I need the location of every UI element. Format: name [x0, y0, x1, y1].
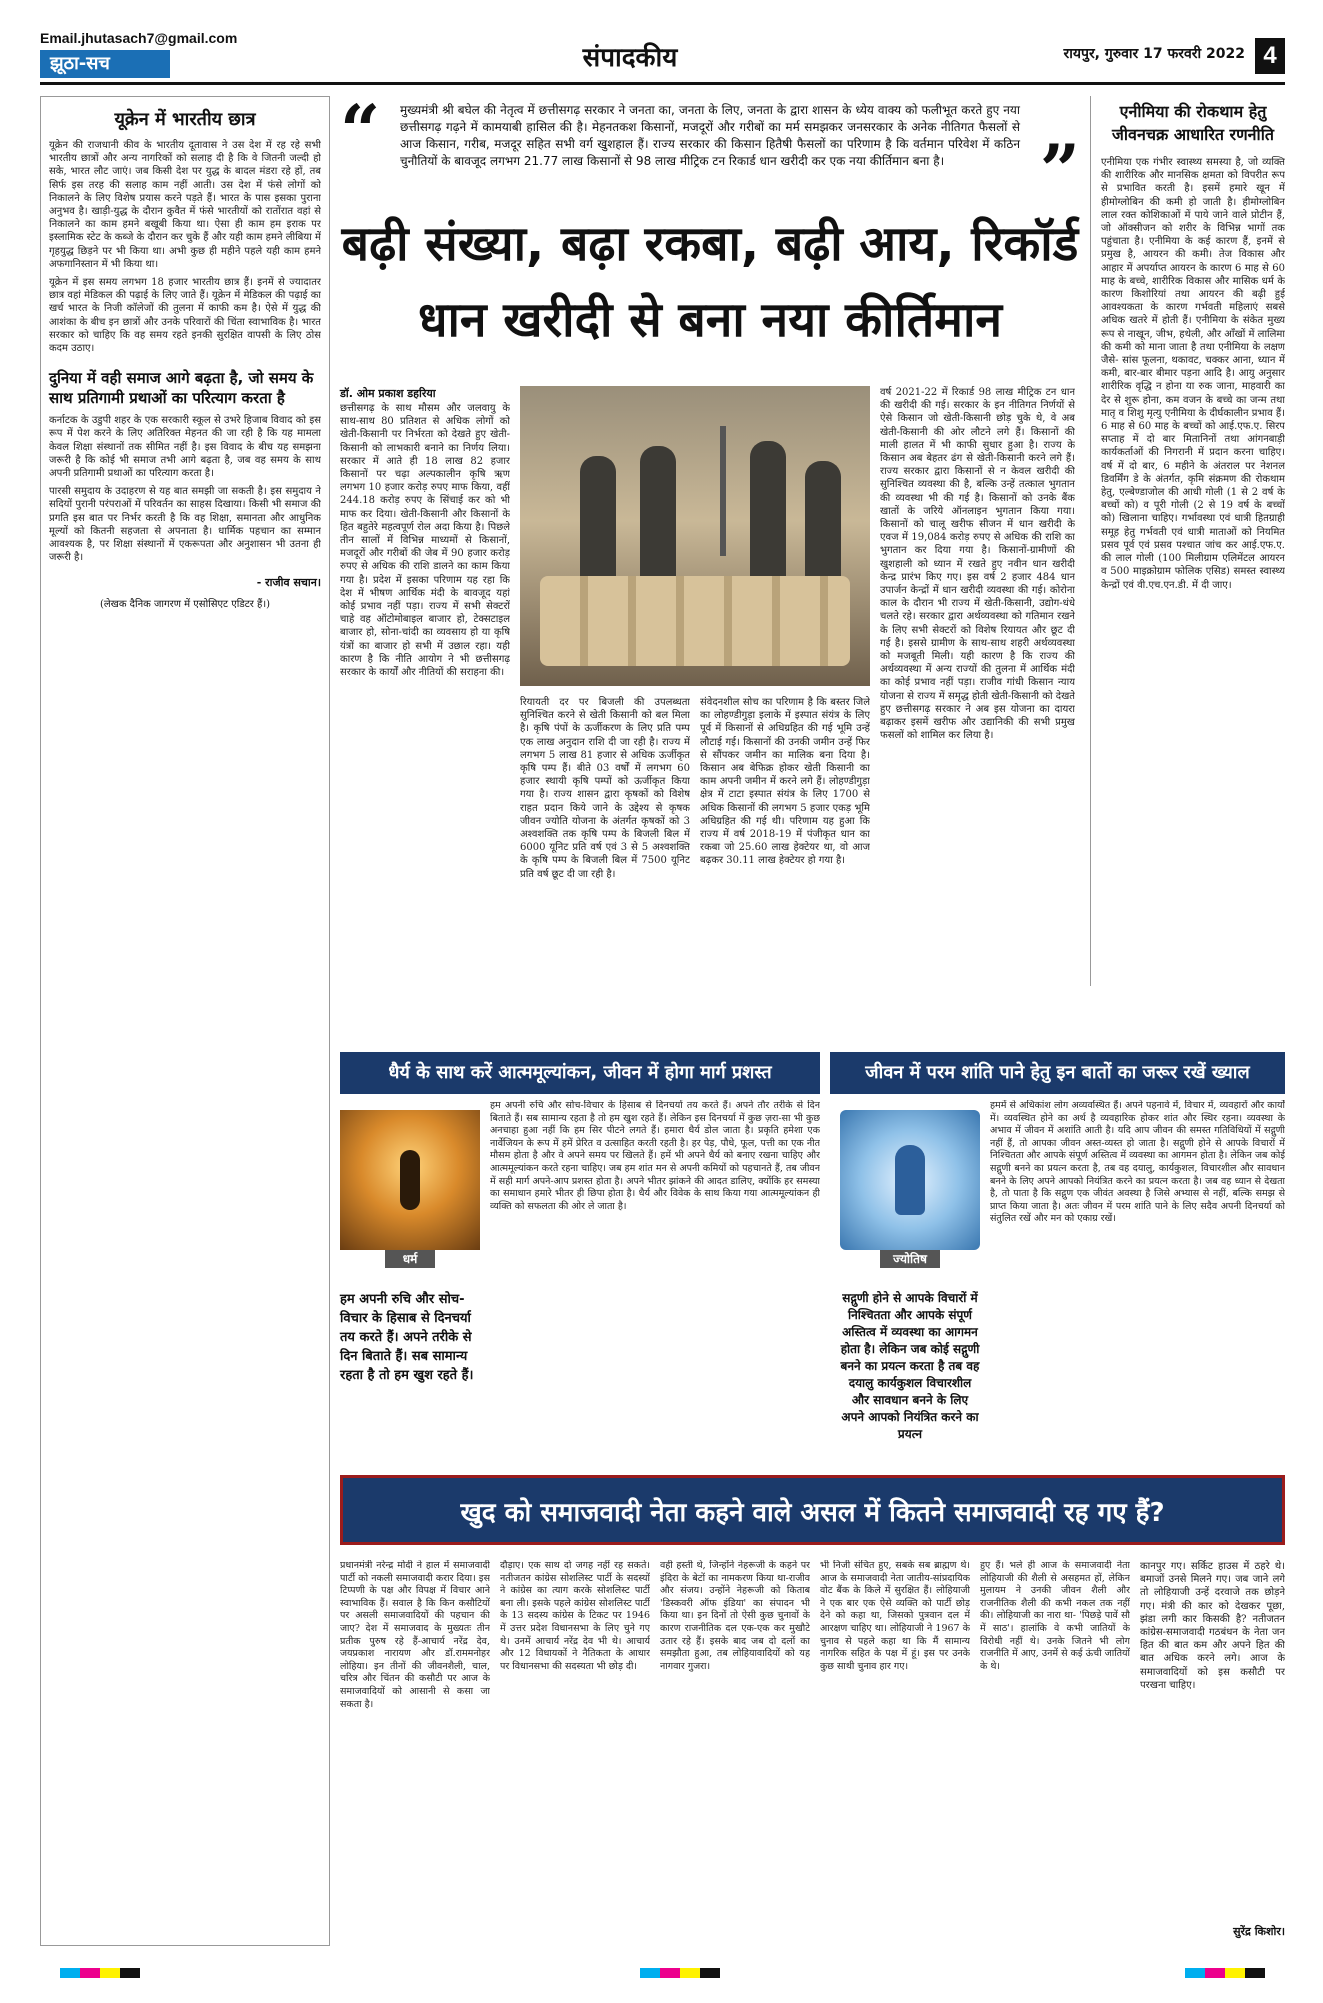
jyotish-banner: जीवन में परम शांति पाने हेतु इन बातों का जरूर रखें ख्याल: [830, 1052, 1285, 1094]
left-column: [40, 96, 330, 1946]
page-number: 4: [1255, 38, 1285, 74]
lead-headline-line-1: बढ़ी संख्या, बढ़ा रकबा, बढ़ी आय, रिकॉर्ड: [341, 216, 1079, 272]
samajwad-author: सुरेंद्र किशोर।: [1233, 1925, 1285, 1938]
issue-date: रायपुर, गुरुवार 17 फरवरी 2022: [1063, 46, 1245, 62]
samajwad-column-6-wrap: [1140, 1560, 1285, 1950]
open-quote-icon: “: [340, 89, 381, 172]
dharma-pullquote: हम अपनी रुचि और सोच-विचार के हिसाब से दिनचर्या तय करते हैं। अपने तरीके से दिन बिताते हैं। सब सामान्य रहता है तो हम खुश रहते हैं।: [340, 1292, 474, 1383]
lead-column-2: रियायती दर पर बिजली की उपलब्धता सुनिश्चित करने से खेती किसानी को बल मिला है। कृषि पंपों के ऊर्जीकरण के लिए प्रति पम्प एक लाख अनुदान राशि दी जा रही है। राज्य में लगभग 5 लाख 81 हजार से अधिक ऊर्जीकृत कृषि पम्प हैं। बीते 03 वर्षों में लगभग 60 हजार स्थायी कृषि पम्पों को ऊर्जीकृत किया गया है। राज्य शासन द्वारा कृषकों को विशेष राहत प्रदान किये जाने के उद्देश्य से कृषक जीवन ज्योति योजना के अंतर्गत कृषकों को 3 अश्वशक्ति तक कृषि पम्प के बिजली बिल में 6000 यूनिट प्रति वर्ष एवं 3 से 5 अश्वशक्ति के कृषि पम्प के बिजली बिल में 7500 यूनिट प्रति वर्ष छूट दी जा रही है।: [520, 697, 690, 880]
paddy-sacks: [540, 576, 850, 666]
lead-byline: डॉ. ओम प्रकाश डहरिया: [340, 387, 436, 400]
lead-headline-line-2: धान खरीदी से बना नया कीर्तिमान: [417, 292, 1003, 348]
email-address[interactable]: Email.jhutasach7@gmail.com: [40, 30, 238, 46]
samajwad-column-3: वही हस्ती थे, जिन्होंने नेहरूजी के कहने पर इंदिरा के बेटों का नामकरण किया था-राजीव और संजय। उन्होंने नेहरूजी को किताब 'डिस्कवरी ऑफ इंडिया' का संपादन भी किया था। इन दिनों तो ऐसी कुछ चुनावों के कारण राजनीतिक दल एक-एक कर मुखौटे उतार रहे हैं। इसके बाद जब दो दलों का समझौता हुआ, तब लोहियावादियों को यह नागवार गुजरा।: [660, 1560, 810, 1672]
dharma-article: हम अपनी रुचि और सोच-विचार के हिसाब से दिनचर्या तय करते हैं। अपने तौर तरीके से दिन बिताते हैं। सब सामान्य रहता है तो हम खुश रहते हैं। लेकिन इस दिनचर्या में कुछ ज़रा-सा भी कुछ अनचाहा हुआ नहीं कि हम सिर पीटने लगते हैं। हमारा धैर्य डोल जाता है। प्रकृति हमेशा एक नार्वेजियन के रूप में हमें प्रेरित व उत्साहित करती रहती है। हर पेड़, पौधे, फूल, पत्ती का एक नीत मौसम होता है और वे अपने समय पर खिलते हैं। हमें भी अपने धैर्य को बनाए रखना चाहिए और आत्ममूल्यांकन करते रहना चाहिए। जब हम शांत मन से अपनी कमियों को पहचानते हैं, तब जीवन में सही मार्ग अपने-आप प्रशस्त होता है। अपने भीतर झांकने की आदत डालिए, क्योंकि हर समस्या का समाधान हमारे भीतर ही छिपा होता है। धैर्य और विवेक के साथ किया गया आत्ममूल्यांकन ही व्यक्ति को सफलता की ओर ले जाता है।: [490, 1100, 820, 1212]
samajwad-column-4: भी निजी संचित हुए, सबके सब ब्राह्मण थे। आज के समाजवादी नेता जातीय-सांप्रदायिक वोट बैंक के किले में सुरक्षित हैं। लोहियाजी ने एक बार एक ऐसे व्यक्ति को पार्टी छोड़ देने को कहा था, जिसको पुत्रवान दल में आरक्षण चाहिए था। लोहियाजी ने 1967 के चुनाव से पहले कहा था कि मैं सामान्य नागरिक सहित के पक्ष में हूं। इस पर उनके कुछ साथी चुनाव हार गए।: [820, 1560, 970, 1672]
ukraine-headline: यूक्रेन में भारतीय छात्र: [114, 109, 256, 130]
dharma-tag: धर्म: [385, 1250, 435, 1268]
brand-logo: झूठा-सच: [40, 50, 170, 78]
jyotish-article: हममें से अधिकांश लोग अव्यवस्थित हैं। अपने पहनावे में, विचार में, व्यवहारों और कार्यों में। व्यवस्थित होने का अर्थ है व्यवहारिक होकर शांत और स्थिर रहना। व्यवस्था के अभाव में जीवन में अशांति आती है। यदि आप जीवन की समस्त गतिविधियों में सद्गुणी नहीं हैं, तो आपका जीवन अस्त-व्यस्त हो जाता है। सद्गुणी होने से आपके विचारों में निश्चितता और आपके संपूर्ण अस्तित्व में व्यवस्था का आगमन होता है। लेकिन जब कोई सद्गुणी बनने का प्रयत्न करता है, तब वह दयालु, कार्यकुशल, विचारशील और सावधान बनने के लिए अपने आपको नियंत्रित करने का प्रयत्न करता है। जब वह ध्यान से देखता है, तो पाता है कि सद्गुण एक जीवंत अवस्था है जिसे अभ्यास से नहीं, बल्कि समझ से प्राप्त किया जाता है। अतः जीवन में परम शांति पाने के लिए सदैव अपनी दिनचर्या को संतुलित रखें और मन को एकाग्र रखें।: [990, 1100, 1285, 1225]
samajwad-banner: खुद को समाजवादी नेता कहने वाले असल में कितने समाजवादी रह गए हैं?: [340, 1475, 1285, 1545]
color-bar: [640, 1968, 720, 1978]
society-author-note: (लेखक दैनिक जागरण में एसोसिएट एडिटर हैं।): [99, 599, 271, 611]
pull-quote: [340, 89, 1080, 212]
samajwad-column-6: कानपुर गए। सर्किट हाउस में ठहरे थे। बमाजों उनसे मिलने गए। जब जाने लगे तो लोहियाजी उन्हें दरवाजे तक छोड़ने गए। मंत्री की कार को देखकर पूछा, झंडा लगी कार किसकी है? नतीजतन कांग्रेस-समाजवादी गठबंधन के नेता जन हित की बात कम और अपने हित की बात अधिक करने लगे। आज के समाजवादियों को इस कसौटी पर परखना चाहिए।: [1140, 1561, 1285, 1691]
samajwad-column-1: प्रधानमंत्री नरेन्द्र मोदी ने हाल में समाजवादी पार्टी को नकली समाजवादी करार दिया। इस टिप्पणी के पक्ष और विपक्ष में विचार आने स्वाभाविक हैं। सवाल है कि किन कसौटियों पर असली समाजवादियों की पहचान की जाए? देश में समाजवाद के मुख्यतः तीन प्रतीक पुरुष रहे हैं-आचार्य नरेंद्र देव, जयप्रकाश नारायण और डॉ.राममनोहर लोहिया। इन तीनों की जीवनशैली, चाल, चरित्र और चिंतन की कसौटी पर आज के समाजवादियों को आसानी से कसा जा सकता है।: [340, 1560, 490, 1710]
lead-column-1: छत्तीसगढ़ के साथ मौसम और जलवायु के साथ-साथ 80 प्रतिशत से अधिक लोगों को खेती-किसानी पर निर्भरता को देखते हुए खेती-किसानी को लाभकारी बनाने का निर्णय लिया। सरकार में आते ही 18 लाख 82 हजार किसानों पर चढ़ा अल्पकालीन कृषि ऋण लगभग 10 हजार करोड़ रुपए माफ किया, वहीं 244.18 करोड़ रुपए के सिंचाई कर को भी माफ कर दिया। खेती-किसानी और किसानों के हित बहुतेरे महत्वपूर्ण रोल अदा किया है। पिछले तीन सालों में विभिन्न माध्यमों से किसानों, मजदूरों और गरीबों की जेब में 90 हजार करोड़ रुपए से अधिक की राशि डालने का काम किया गया है। प्रदेश में इसका परिणाम यह रहा कि देश में भीषण आर्थिक मंदी के बावजूद यहां कोई प्रभाव नहीं पड़ा। राज्य में सभी सेक्टरों चाहे वह ऑटोमोबाइल बाजार हो, टेक्सटाइल बाजार हो, सोना-चांदी का व्यवसाय हो या कृषि यंत्रों का बाजार हो सभी में उछाल रहा। यही कारण है कि नीति आयोग ने भी छत्तीसगढ़ सरकार के कार्यों और नीतियों की सराहना की।: [340, 403, 510, 679]
society-author: - राजीव सचान।: [256, 576, 321, 590]
society-paragraph-2: पारसी समुदाय के उदाहरण से यह बात समझी जा सकती है। इस समुदाय ने सदियों पुरानी परंपराओं में परिवर्तन का साहस दिखाया। किसी भी समाज की प्रगति इस बात पर निर्भर करती है कि वह शिक्षा, समानता और आधुनिक मूल्यों को कितनी सहजता से अपनाता है। धार्मिक पहचान का सम्मान आवश्यक है, पर शिक्षा संस्थानों में एकरूपता और अनुशासन भी उतना ही जरूरी है।: [49, 486, 321, 564]
lead-headline: [340, 206, 1080, 358]
masthead: [40, 30, 1285, 86]
dharma-banner: धैर्य के साथ करें आत्ममूल्यांकन, जीवन में होगा मार्ग प्रशस्त: [340, 1052, 820, 1094]
society-paragraph-1: कर्नाटक के उडुपी शहर के एक सरकारी स्कूल से उभरे हिजाब विवाद को इस रूप में पेश करने के लिए अतिरिक्त मेहनत की जा रही है कि यह मामला केवल शिक्षा संस्थानों तक सीमित नहीं है। इस विवाद के बीच यह समझना जरूरी है कि कोई भी समाज तभी आगे बढ़ता है, जब वह समय के साथ अपनी प्रतिगामी प्रथाओं का परित्याग करता है।: [49, 415, 321, 480]
meditation-silhouette-image: [340, 1110, 480, 1250]
jyotish-tag: ज्योतिष: [880, 1250, 940, 1268]
color-bar: [1185, 1968, 1265, 1978]
samajwad-column-5: हुए हैं। भले ही आज के समाजवादी नेता लोहियाजी की शैली से असहमत हों, लेकिन मुलायम ने उनकी जीवन शैली और राजनीतिक शैली की कभी नकल तक नहीं की। लोहियाजी का नारा था- 'पिछड़े पावें सौ में साठ'। हालांकि वे कभी जातियों के विरोधी नहीं थे। उनके जितने भी लोग राजनीति में आए, उनमें से कई ऊंची जातियों के थे।: [980, 1560, 1130, 1672]
paddy-procurement-photo: [520, 386, 870, 686]
person-silhouette-icon: [400, 1150, 420, 1210]
ukraine-paragraph-1: यूक्रेन की राजधानी कीव के भारतीय दूतावास ने उस देश में रह रहे सभी भारतीय छात्रों और अन्य नागरिकों को सलाह दी है कि वे जितनी जल्दी हो सके, भारत लौट जाएं। जब किसी देश पर युद्ध के बादल मंडरा रहे हों, तब सिर्फ इस तरह की सलाह काम नहीं आती। उस देश में फंसे लोगों को निकालने के लिए विशेष प्रयास करने पड़ते हैं। भारत के पास इसका पुराना अनुभव है। खाड़ी-युद्ध के दौरान कुवैत में फंसे भारतीयों को रातोंरात वहां से निकालने का काम हमने बखूबी किया था। ऐसा ही काम हम इराक पर इस्लामिक स्टेट के कब्जे के दौरान कर चुके हैं और यही काम हमने लीबिया में गृहयुद्ध छिड़ने पर भी किया था। अभी कुछ ही महीने पहले यही काम हमने अफगानिस्तान में भी किया था।: [49, 140, 321, 270]
anemia-article: एनीमिया एक गंभीर स्वास्थ्य समस्या है, जो व्यक्ति की शारीरिक और मानसिक क्षमता को विपरीत रूप से प्रभावित करती है। इसमें हमारे खून में हीमोग्लोबिन की कमी हो जाती है। हीमोग्लोबिन लाल रक्त कोशिकाओं में पाये जाने वाले प्रोटीन हैं, जो ऑक्सीजन को शरीर के विभिन्न भागों तक पहुंचाता है। एनीमिया के कई कारण हैं, इनमें से प्रमुख है, आयरन की कमी। तेज विकास और आहार में अपर्याप्त आयरन के कारण 6 माह से 60 माह के बच्चे, शारीरिक विकास और मासिक धर्म के कारण किशोरियां तथा आयरन की बढ़ी हुई आवश्यकता के कारण गर्भवती महिलाएं सबसे अधिक खतरे में होती हैं। एनीमिया के संकेत मुख्य रूप से नाखून, जीभ, हथेली, और आँखों में लालिमा की कमी को माना जाता है तथा एनीमिया के लक्षण जैसे- सांस फूलना, थकावट, चक्कर आना, ध्यान में कमी, बार-बार बीमार पड़ना आदि है। आयु अनुसार शारीरिक वृद्धि न होना या रुक जाना, माहवारी का देर से शुरू होना, कम वजन के बच्चे का जन्म तथा मातृ व शिशु मृत्यु एनीमिया के दीर्घकालीन प्रभाव हैं। 6 माह से 60 माह के बच्चों को आई.एफ.ए. सिरप सप्ताह में दो बार मितानिनों तथा आंगनबाड़ी कार्यकर्ताओं की निगरानी में प्रदान करना चाहिए। वर्ष में दो बार, 6 महीने के अंतराल पर नेशनल डिवर्मिंग डे के अंतर्गत, कृमि संक्रमण की रोकथाम हेतु, एल्बेण्डाजोल की आधी गोली (1 से 2 वर्ष के बच्चों को) व पूरी गोली (2 से 19 वर्ष के बच्चों को) खिलाना चाहिए। गर्भावस्था एवं धात्री हितग्राही समूह हेतु गर्भवती एवं धात्री माताओं को नियमित प्रसव पूर्व एवं प्रसव पश्चात जांच कर आई.एफ.ए. की लाल गोली (100 मिलीग्राम एलिमेंटल आयरन व 500 माइक्रोग्राम फोलिक एसिड) समस्त स्वास्थ्य केन्द्रों एवं वी.एच.एन.डी. में दी जाए।: [1101, 157, 1285, 591]
print-registration-marks: [40, 1968, 1285, 1980]
close-quote-icon: ”: [1039, 129, 1080, 212]
pull-quote-text: मुख्यमंत्री श्री बघेल की नेतृत्व में छत्तीसगढ़ सरकार ने जनता का, जनता के लिए, जनता के द्वारा शासन के ध्येय वाक्य को फलीभूत करते हुए नया छत्तीसगढ़ गढ़ने में कामयाबी हासिल की है। मेहनतकश किसानों, मजदूरों और गरीबों का मर्म समझकर जनसरकार के अनेक नीतिगत फैसलों से आज किसान, गरीब, मजदूर सहित सभी वर्ग खुशहाल हैं। राज्य सरकार की किसान हितैषी फैसलों का परिणाम है कि वर्तमान परिवेश में कठिन चुनौतियों के बावजूद लगभग 21.77 लाख किसानों से 98 लाख मीट्रिक टन रिकार्ड धान खरीदी कर एक नया कीर्तिमान बना है।: [400, 103, 1020, 168]
anemia-headline: एनीमिया की रोकथाम हेतु जीवनचक्र आधारित रणनीति: [1112, 102, 1274, 144]
lead-column-4: वर्ष 2021-22 में रिकार्ड 98 लाख मीट्रिक टन धान की खरीदी की गई। सरकार के इन नीतिगत निर्णयों से ऐसे किसान जो खेती-किसानी छोड़ चुके थे, वे अब खेती-किसानी की ओर लौटने लगे हैं। किसानों की माली हालत में भी काफी सुधार हुआ है। राज्य के किसान अब बेहतर ढंग से खेती-किसानी करने लगे हैं। राज्य सरकार द्वारा किसानों से न केवल खरीदी की सुनिश्चित व्यवस्था की है, बल्कि उन्हें तत्काल भुगतान की व्यवस्था भी की गई है। किसानों को उनके बैंक खातों के जरिये ऑनलाइन भुगतान किया गया। किसानों को चालू खरीफ सीजन में धान खरीदी के एवज में 19,084 करोड़ रुपए से अधिक की राशि का भुगतान कर दिया गया है। किसानों-ग्रामीणों की खुशहाली को ध्यान में रखते हुए नवीन धान खरीदी केन्द्र प्रारंभ किए गए। इस वर्ष 2 हजार 484 धान उपार्जन केन्द्रों में धान खरीदी व्यवस्था की गई। कोरोना काल के दौरान भी राज्य में खेती-किसानी, उद्योग-धंधे चलते रहे। सरकार द्वारा अर्थव्यवस्था को गतिमान रखने के लिए सभी सेक्टरों को विशेष रियायत और छूट दी गई है। इससे ग्रामीण के साथ-साथ शहरी अर्थव्यवस्था को मजबूती मिली। यही कारण है कि राज्य की अर्थव्यवस्था में अन्य राज्यों की तुलना में आर्थिक मंदी का कोई प्रभाव नहीं पड़ा। राजीव गांधी किसान न्याय योजना से राज्य में समृद्ध होती खेती-किसानी को देखते हुए छत्तीसगढ़ सरकार ने अब इस योजना का दायरा बढ़ाकर इसमें खरीफ और उद्यानिकी की सभी प्रमुख फसलों को शामिल कर लिया है।: [880, 387, 1075, 742]
society-article: [49, 414, 321, 569]
masthead-rule: [40, 82, 1285, 85]
samajwad-column-2: दौड़ाए। एक साथ दो जगह नहीं रह सकते। नतीजतन कांग्रेस सोशलिस्ट पार्टी के सदस्यों ने कांग्रेस का त्याग करके सोशलिस्ट पार्टी बना ली। इसके पहले कांग्रेस सोशलिस्ट पार्टी के 13 सदस्य कांग्रेस के टिकट पर 1946 में उत्तर प्रदेश विधानसभा के लिए चुने गए थे। उनमें आचार्य नरेंद्र देव भी थे। आचार्य और 12 विधायकों ने नैतिकता के आधार पर विधानसभा की सदस्यता भी छोड़ दी।: [500, 1560, 650, 1672]
color-bar: [60, 1968, 140, 1978]
ukraine-article: [49, 139, 321, 360]
meditating-figure-icon: [895, 1145, 925, 1215]
lead-column-3: संवेदनशील सोच का परिणाम है कि बस्तर जिले का लोहण्डीगुड़ा इलाके में इस्पात संयंत्र के लिए पूर्व में किसानों से अधिग्रहित की गई भूमि उन्हें लौटाई गई। किसानों की उनकी जमीन उन्हें फिर से सौंपकर जमीन का मालिक बना दिया है। किसान अब बेफिक्र होकर खेती किसानी का काम अपनी जमीन में करने लगे हैं। लोहण्डीगुड़ा क्षेत्र में टाटा इस्पात संयंत्र के लिए 1700 से अधिक किसानों की लगभग 5 हजार एकड़ भूमि अधिग्रहित की गई थी। परिणाम यह हुआ कि राज्य में वर्ष 2018-19 में पंजीकृत धान का रकबा जो 25.60 लाख हेक्टेयर था, वो आज बढ़कर 30.11 लाख हेक्टेयर हो गया है।: [700, 697, 870, 867]
meditation-illustration: [840, 1110, 980, 1250]
society-headline: दुनिया में वही समाज आगे बढ़ता है, जो समय के साथ प्रतिगामी प्रथाओं का परित्याग करता है: [49, 369, 314, 408]
lead-editorial: [340, 89, 1080, 986]
weighing-scale-icon: [720, 426, 726, 556]
ukraine-paragraph-2: यूक्रेन में इस समय लगभग 18 हजार भारतीय छात्र हैं। इनमें से ज्यादातर छात्र वहां मेडिकल की पढ़ाई के लिए जाते हैं। यूक्रेन में मेडिकल की पढ़ाई का खर्च भारत के निजी कॉलेजों की तुलना में काफी कम है। ऐसे में युद्ध की आशंका के बीच इन छात्रों और उनके परिवारों की चिंता स्वाभाविक है। भारत सरकार को चाहिए कि वह समय रहते इनकी सुरक्षित वापसी के लिए ठोस कदम उठाए।: [49, 277, 321, 355]
right-column: [1090, 96, 1285, 986]
jyotish-pullquote: सद्गुणी होने से आपके विचारों में निश्चितता और आपके संपूर्ण अस्तित्व में व्यवस्था का आगमन होता है। लेकिन जब कोई सद्गुणी बनने का प्रयत्न करता है तब वह दयालु कार्यकुशल विचारशील और सावधान बनने के लिए अपने आपको नियंत्रित करने का प्रयत्न: [840, 1291, 980, 1441]
section-title: संपादकीय: [582, 43, 678, 73]
